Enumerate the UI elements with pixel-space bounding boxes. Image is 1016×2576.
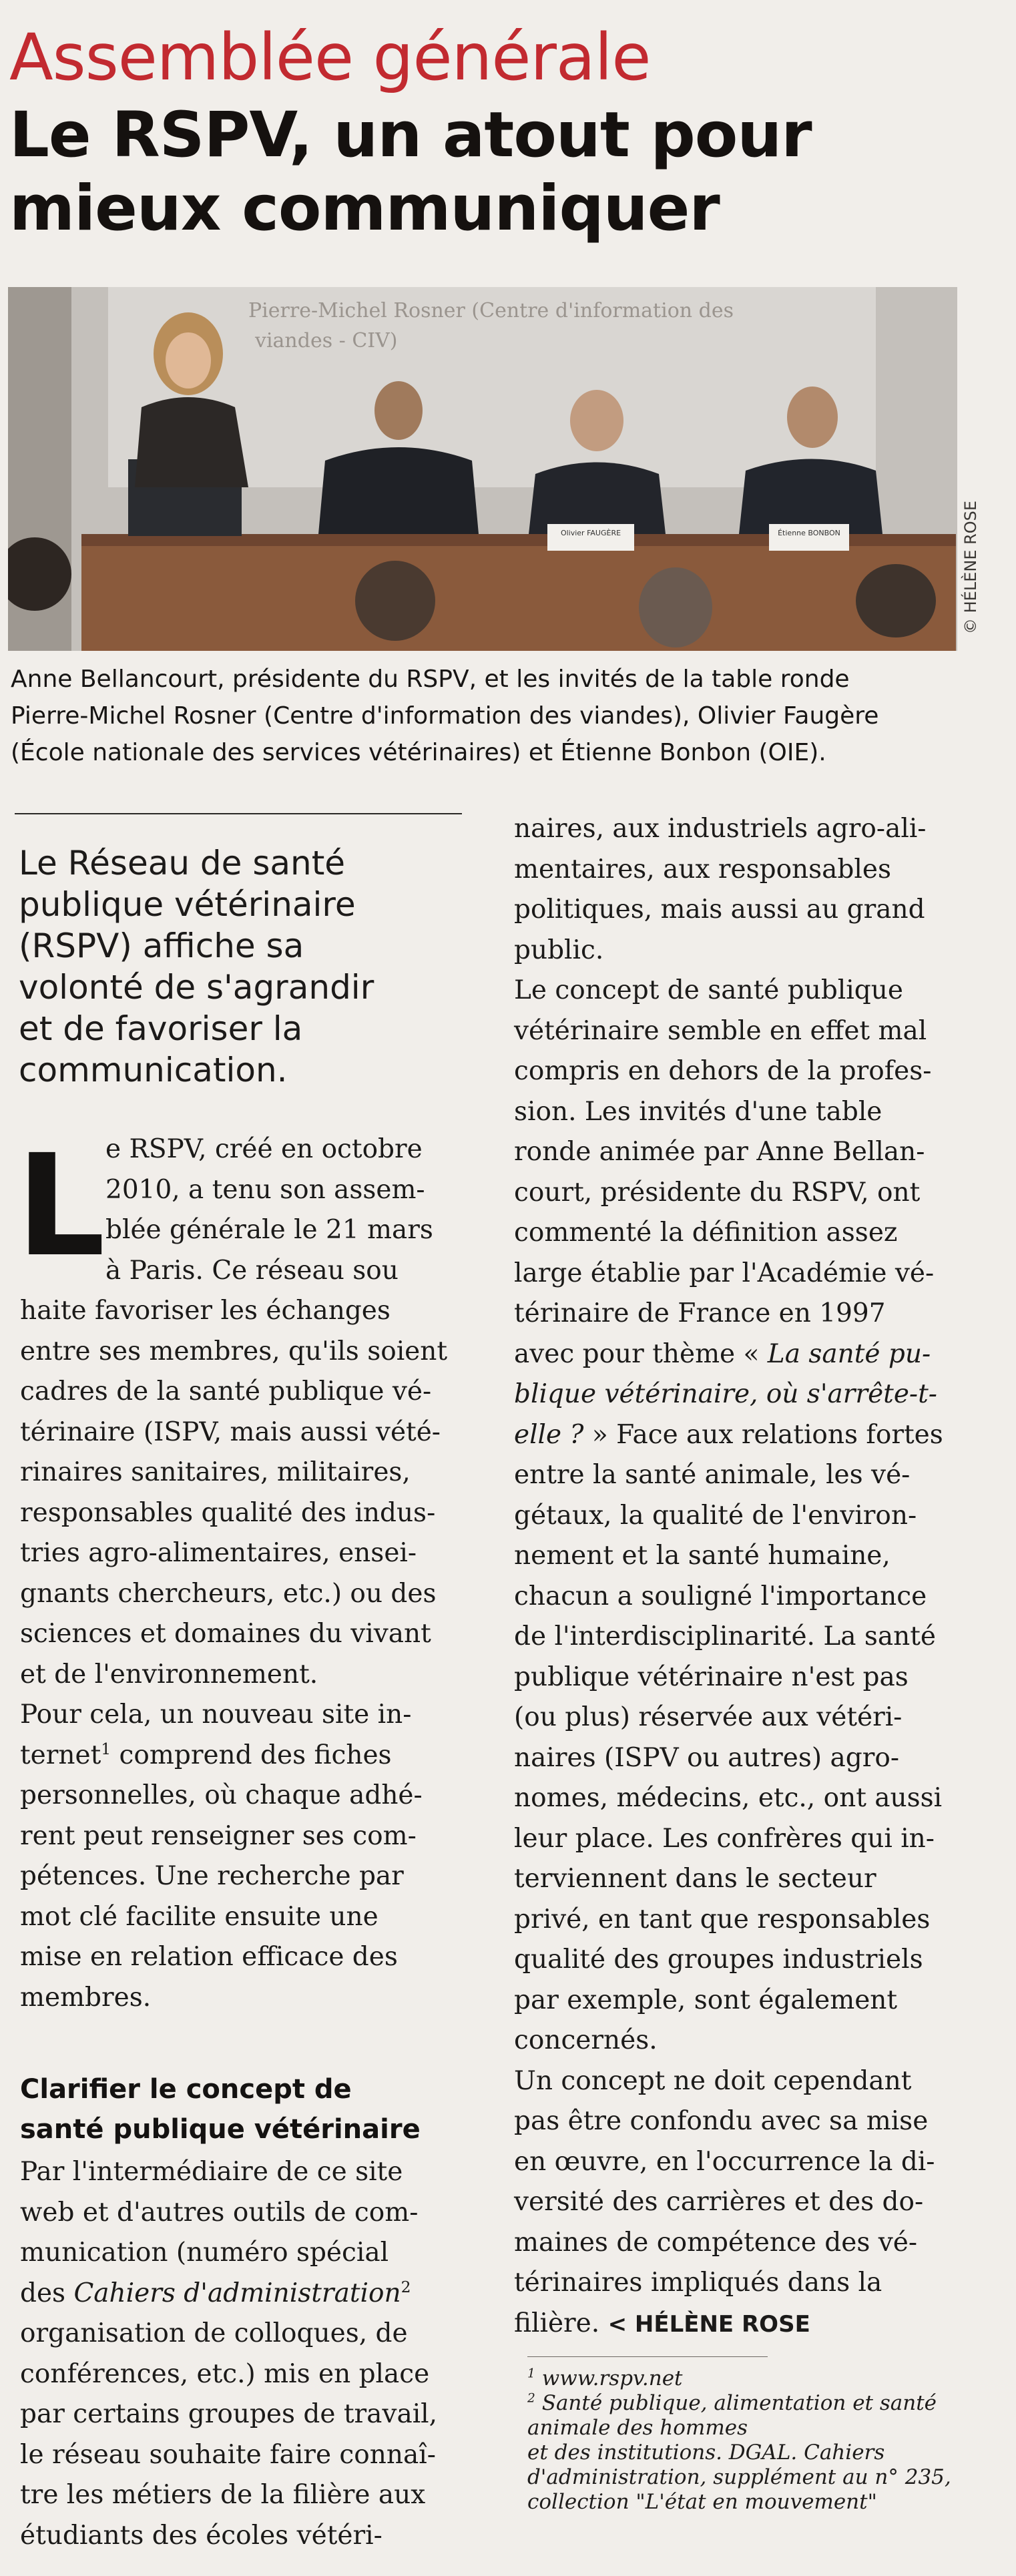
- body-line: conférences, etc.) mis en place: [20, 2358, 430, 2389]
- caption-line: Pierre-Michel Rosner (Centre d'information des viandes), Olivier Faugère: [11, 702, 879, 730]
- body-line: rent peut renseigner ses com-: [20, 1820, 417, 1851]
- article-headline: [9, 99, 997, 246]
- subhead-line: Clarifier le concept de: [20, 2074, 352, 2105]
- body-line: pas être confondu avec sa mise: [514, 2106, 929, 2136]
- body-line: court, présidente du RSPV, ont: [514, 1177, 921, 1208]
- body-line: entre la santé animale, les vé-: [514, 1460, 911, 1490]
- body-text-fragment: filière.: [514, 2308, 600, 2338]
- photo-credit-text: © HÉLÈNE ROSE: [961, 500, 980, 634]
- body-line: térinaire de France en 1997: [514, 1298, 886, 1328]
- footnote-2-line: [527, 2391, 1008, 2416]
- body-line: sciences et domaines du vivant: [20, 1619, 431, 1649]
- body-line: organisation de colloques, de: [20, 2318, 408, 2348]
- body-line: pétences. Une recherche par: [20, 1861, 404, 1891]
- body-line: large établie par l'Académie vé-: [514, 1258, 935, 1288]
- footnote-ref-2: 2: [401, 2277, 411, 2296]
- body-line: membres.: [20, 1982, 152, 2013]
- body-line: sion. Les invités d'une table: [514, 1096, 882, 1127]
- lede-line: communication.: [19, 1051, 288, 1089]
- body-line: rinaires sanitaires, militaires,: [20, 1457, 411, 1487]
- body-line: en œuvre, en l'occurrence la di-: [514, 2146, 935, 2177]
- article-lede: [19, 842, 486, 1091]
- body-line: compris en dehors de la profes-: [514, 1056, 932, 1086]
- body-line: chacun a souligné l'importance: [514, 1581, 927, 1611]
- footnote-2-line: d'administration, supplément au n° 235,: [527, 2465, 951, 2489]
- body-line: Pour cela, un nouveau site in-: [20, 1700, 412, 1730]
- headline-line: Le RSPV, un atout pour: [9, 99, 812, 172]
- body-line: qualité des groupes industriels: [514, 1945, 923, 1975]
- body-line: Un concept ne doit cependant: [514, 2065, 912, 2096]
- author-signature: < HÉLÈNE ROSE: [607, 2310, 810, 2338]
- body-line: nement et la santé humaine,: [514, 1541, 891, 1571]
- body-line: gnants chercheurs, etc.) ou des: [20, 1578, 437, 1609]
- body-column-right: [514, 809, 1008, 2344]
- caption-line: Anne Bellancourt, présidente du RSPV, et les invités de la table ronde: [11, 666, 850, 693]
- footnote-2-line: et des institutions. DGAL. Cahiers: [527, 2440, 885, 2465]
- quoted-theme: La santé pu-: [767, 1338, 931, 1369]
- footnote-url: www.rspv.net: [541, 2366, 683, 2390]
- body-line: munication (numéro spécial: [20, 2238, 389, 2268]
- projected-text-line-2: viandes - CIV): [255, 329, 398, 352]
- body-line: gétaux, la qualité de l'environ-: [514, 1500, 917, 1531]
- body-line: public.: [514, 935, 604, 965]
- nameplate-faugere: Olivier FAUGÈRE: [560, 529, 621, 537]
- body-line: haite favoriser les échanges: [20, 1296, 391, 1326]
- section-kicker: Assemblée générale: [9, 20, 651, 95]
- body-column-left: [20, 1129, 487, 2018]
- body-line: 2010, a tenu son assem-: [105, 1174, 425, 1205]
- footnote-rule: [527, 2356, 768, 2357]
- body-line: par exemple, sont également: [514, 1985, 898, 2015]
- body-line: web et d'autres outils de com-: [20, 2197, 419, 2228]
- body-line: étudiants des écoles vétéri-: [20, 2520, 383, 2551]
- body-line: privé, en tant que responsables: [514, 1904, 931, 1935]
- body-line-theme: [514, 1374, 1008, 1415]
- nameplate-bonbon: Étienne BONBON: [778, 529, 840, 537]
- lede-line: (RSPV) affiche sa: [19, 927, 304, 965]
- projected-text-line-1: Pierre-Michel Rosner (Centre d'information des: [248, 299, 734, 322]
- section-subhead: [20, 2069, 487, 2149]
- body-line-footnote-ref: [20, 1736, 487, 1776]
- body-line: cadres de la santé publique vé-: [20, 1376, 432, 1406]
- body-line: Par l'intermédiaire de ce site: [20, 2157, 403, 2187]
- lede-line: Le Réseau de santé: [19, 844, 346, 882]
- body-line: publique vétérinaire n'est pas: [514, 1661, 909, 1692]
- body-text-fragment: » Face aux relations fortes: [583, 1419, 943, 1450]
- body-line: le réseau souhaite faire connaî-: [20, 2439, 436, 2470]
- photo-caption: [11, 661, 1005, 771]
- footnote-number: 2: [527, 2391, 535, 2406]
- lede-line: et de favoriser la: [19, 1009, 303, 1048]
- body-line: tre les métiers de la filière aux: [20, 2480, 426, 2510]
- subhead-line: santé publique vétérinaire: [20, 2114, 421, 2145]
- body-line: concernés.: [514, 2025, 658, 2055]
- body-column-left-continued: [20, 2152, 501, 2556]
- body-line: térinaire (ISPV, mais aussi vété-: [20, 1416, 441, 1447]
- footnote-1: [527, 2366, 1008, 2391]
- body-line: personnelles, où chaque adhé-: [20, 1780, 423, 1810]
- quoted-theme: blique vétérinaire, où s'arrête-t-: [514, 1379, 937, 1409]
- body-line-cahiers: [20, 2274, 501, 2314]
- body-line: mot clé facilite ensuite une: [20, 1901, 378, 1932]
- body-text-fragment: ternet: [20, 1740, 101, 1770]
- body-line: ronde animée par Anne Bellan-: [514, 1137, 925, 1167]
- caption-line: (École nationale des services vétérinaires) et Étienne Bonbon (OIE).: [11, 739, 826, 766]
- body-line: terviennent dans le secteur: [514, 1864, 876, 1894]
- article-photo: [8, 287, 957, 651]
- body-text-fragment: avec pour thème «: [514, 1338, 768, 1369]
- photo-credit: [961, 500, 1001, 654]
- publication-title: Cahiers d'administration: [73, 2278, 401, 2308]
- body-line: tries agro-alimentaires, ensei-: [20, 1538, 417, 1568]
- footnote-number: 1: [527, 2366, 535, 2381]
- body-line-theme: [514, 1334, 1008, 1375]
- body-line-signature: [514, 2304, 1008, 2345]
- headline-line: mieux communiquer: [9, 172, 720, 245]
- body-line: à Paris. Ce réseau sou: [105, 1255, 399, 1286]
- body-line: de l'interdisciplinarité. La santé: [514, 1621, 937, 1651]
- body-text-fragment: des: [20, 2278, 74, 2308]
- body-line: (ou plus) réservée aux vétéri-: [514, 1702, 903, 1732]
- footnote-2-line: animale des hommes: [527, 2416, 748, 2440]
- divider-rule: [15, 813, 462, 814]
- body-line: politiques, mais aussi au grand: [514, 894, 925, 925]
- body-line: commenté la définition assez: [514, 1218, 898, 1248]
- footnotes: [527, 2366, 1008, 2515]
- body-line: mentaires, aux responsables: [514, 854, 891, 884]
- footnote-2-line: collection "L'état en mouvement": [527, 2490, 877, 2514]
- body-line: par certains groupes de travail,: [20, 2399, 438, 2429]
- body-line: versité des carrières et des do-: [514, 2187, 924, 2217]
- footnote-text: Santé publique, alimentation et santé: [541, 2391, 937, 2415]
- conference-photo-illustration: [8, 287, 957, 651]
- body-line: blée générale le 21 mars: [105, 1215, 433, 1245]
- drop-cap: L: [16, 1124, 105, 1288]
- body-line: et de l'environnement.: [20, 1659, 318, 1690]
- footnote-ref-1: 1: [101, 1739, 111, 1758]
- body-line: maines de compétence des vé-: [514, 2227, 918, 2258]
- body-line-theme: [514, 1415, 1008, 1456]
- body-line: leur place. Les confrères qui in-: [514, 1823, 935, 1854]
- body-line: Le concept de santé publique: [514, 975, 903, 1005]
- body-line: nomes, médecins, etc., ont aussi: [514, 1783, 943, 1813]
- body-line: responsables qualité des indus-: [20, 1497, 436, 1528]
- body-text-fragment: comprend des fiches: [111, 1740, 392, 1770]
- body-line: mise en relation efficace des: [20, 1942, 398, 1972]
- body-line: entre ses membres, qu'ils soient: [20, 1336, 448, 1366]
- body-line: e RSPV, créé en octobre: [105, 1134, 423, 1164]
- body-line: vétérinaire semble en effet mal: [514, 1015, 927, 1046]
- body-line: naires (ISPV ou autres) agro-: [514, 1742, 900, 1773]
- body-line: naires, aux industriels agro-ali-: [514, 814, 927, 844]
- lede-line: volonté de s'agrandir: [19, 968, 374, 1007]
- lede-line: publique vétérinaire: [19, 885, 356, 924]
- body-line: térinaires impliqués dans la: [514, 2268, 882, 2298]
- quoted-theme: elle ?: [514, 1419, 584, 1450]
